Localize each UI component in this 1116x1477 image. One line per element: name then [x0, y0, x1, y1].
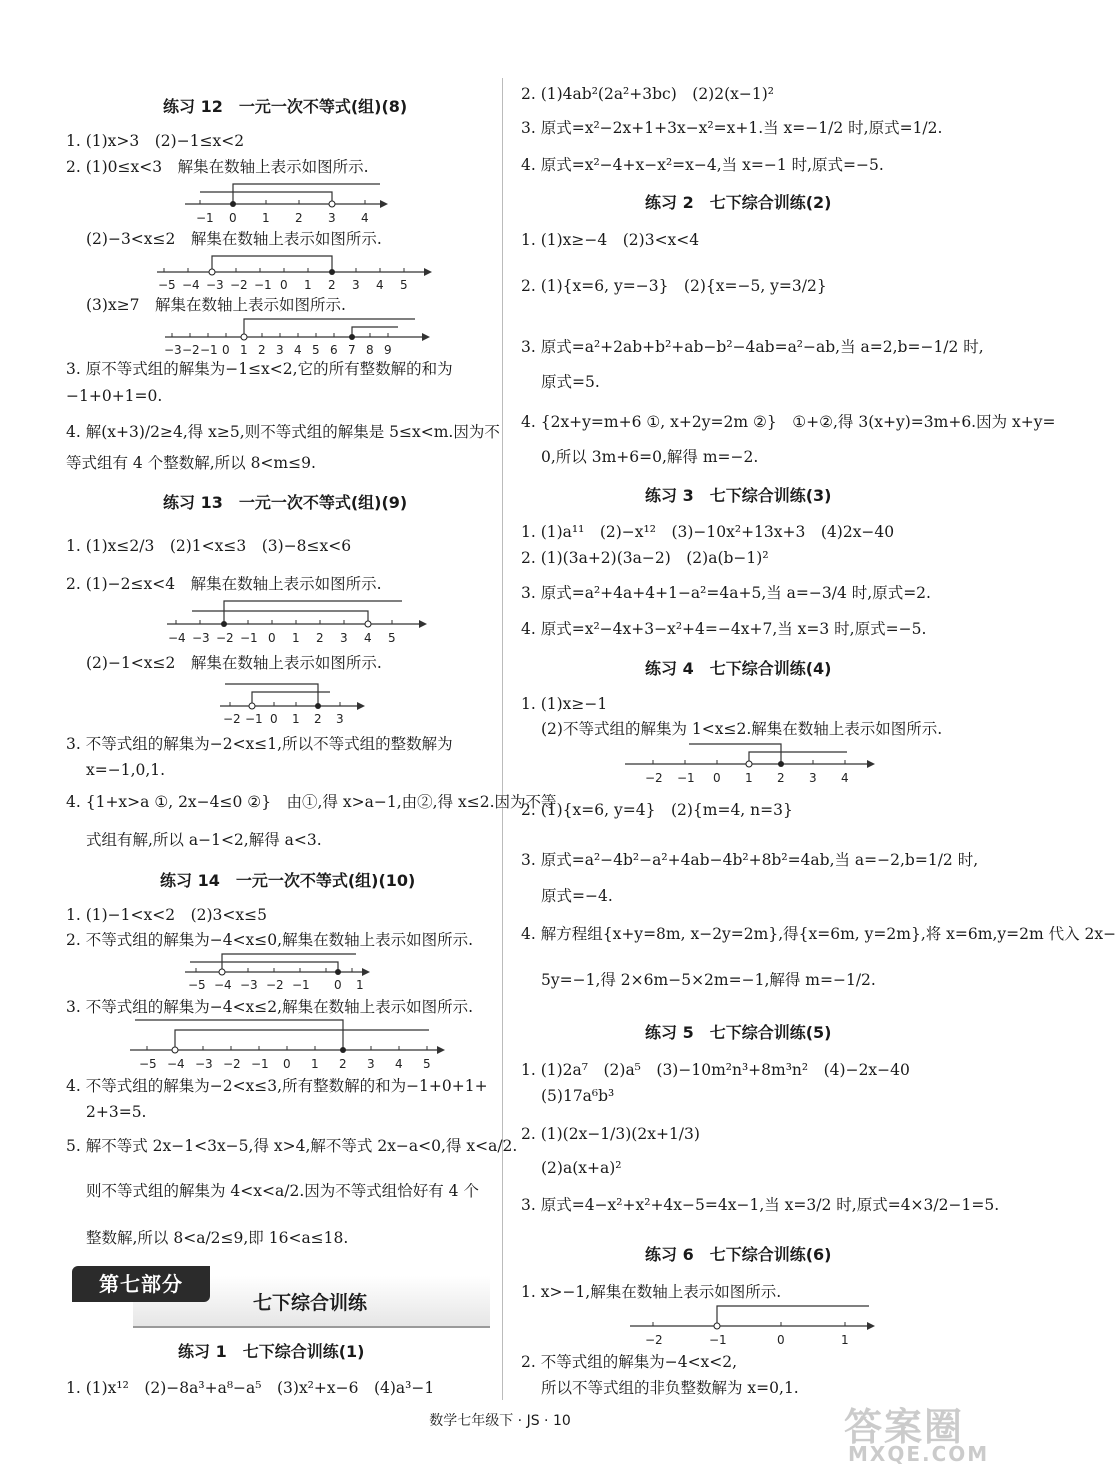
tick-label: −1	[245, 712, 263, 726]
tick-label: −2	[216, 631, 234, 645]
ex4-line-6: 4. 解方程组{x+y=8m, x−2y=2m},得{x=6m, y=2m},将 x=6m,y=2m 代入 2x−	[521, 925, 1116, 943]
tick-label: 4	[364, 631, 372, 645]
tick-label: 9	[384, 343, 392, 357]
tick-label: 1	[356, 978, 364, 992]
ex2-line-5: 4. {2x+y=m+6 ①, x+2y=2m ②} ①+②,得 3(x+y)=3m+6.因为 x+y=	[521, 413, 1056, 431]
tick-label: 2	[258, 343, 266, 357]
ex14-line-1: 1. (1)−1<x<2 (2)3<x≤5	[66, 906, 267, 924]
ex12-line-1: 1. (1)x>3 (2)−1≤x<2	[66, 132, 245, 150]
tick-label: −1	[240, 631, 258, 645]
ex2-line-2: 2. (1){x=6, y=−3} (2){x=−5, y=3/2}	[521, 277, 827, 295]
ex2-line-6: 0,所以 3m+6=0,解得 m=−2.	[541, 448, 759, 466]
ex13-line-3: (2)−1<x≤2 解集在数轴上表示如图所示.	[86, 654, 382, 672]
tick-label: 1	[745, 771, 753, 785]
tick-label: −2	[230, 278, 248, 292]
ex4-number-line	[625, 740, 875, 785]
ex6-line-3: 所以不等式组的非负整数解为 x=0,1.	[541, 1379, 799, 1397]
tick-label: −2	[645, 1333, 663, 1347]
tick-label: 6	[330, 343, 338, 357]
tick-label: −2	[645, 771, 663, 785]
ex14-number-line-2	[125, 1018, 445, 1073]
ex1-cont-line-1: 2. (1)4ab²(2a²+3bc) (2)2(x−1)²	[521, 85, 774, 103]
ex3-line-1: 1. (1)a¹¹ (2)−x¹² (3)−10x²+13x+3 (4)2x−40	[521, 523, 895, 541]
tick-label: −3	[164, 343, 182, 357]
tick-label: −4	[182, 278, 200, 292]
tick-label: 3	[336, 712, 344, 726]
ex4-line-5: 原式=−4.	[541, 887, 613, 905]
exercise-1-title: 练习 1 七下综合训练(1)	[178, 1342, 365, 1361]
tick-label: 0	[334, 978, 342, 992]
ex3-line-4: 4. 原式=x²−4x+3−x²+4=−4x+7,当 x=3 时,原式=−5.	[521, 620, 927, 638]
exercise-14-title: 练习 14 一元一次不等式(组)(10)	[160, 871, 416, 890]
ex5-line-4: (2)a(x+a)²	[541, 1159, 622, 1177]
ex4-line-2: (2)不等式组的解集为 1<x≤2.解集在数轴上表示如图所示.	[541, 720, 943, 738]
tick-label: 5	[388, 631, 396, 645]
tick-label: 2	[295, 211, 303, 225]
ex13-line-5: x=−1,0,1.	[86, 761, 166, 779]
tick-label: −4	[168, 631, 186, 645]
ex1-line-1: 1. (1)x¹² (2)−8a³+a⁸−a⁵ (3)x²+x−6 (4)a³−1	[66, 1379, 435, 1397]
exercise-4-title: 练习 4 七下综合训练(4)	[645, 659, 832, 678]
tick-label: −1	[196, 211, 214, 225]
ex3-line-3: 3. 原式=a²+4a+4+1−a²=4a+5,当 a=−3/4 时,原式=2.	[521, 584, 931, 602]
ex5-line-2: (5)17a⁶b³	[541, 1087, 615, 1105]
ex12-number-line-2	[152, 250, 432, 295]
tick-label: −2	[182, 343, 200, 357]
tick-label: 3	[367, 1057, 375, 1071]
tick-label: 4	[376, 278, 384, 292]
tick-label: 3	[809, 771, 817, 785]
tick-label: −4	[167, 1057, 185, 1071]
ex12-line-3: (2)−3<x≤2 解集在数轴上表示如图所示.	[86, 230, 382, 248]
ex12-axis1-ticks	[200, 200, 365, 204]
ex12-line-4: (3)x≥7 解集在数轴上表示如图所示.	[86, 296, 346, 314]
exercise-2-title: 练习 2 七下综合训练(2)	[645, 193, 832, 212]
ex12-line-7: 4. 解(x+3)/2≥4,得 x≥5,则不等式组的解集是 5≤x<m.因为不	[66, 423, 500, 441]
ex14-line-2: 2. 不等式组的解集为−4<x≤0,解集在数轴上表示如图所示.	[66, 931, 473, 949]
tick-label: 8	[366, 343, 374, 357]
tick-label: 0	[283, 1057, 291, 1071]
tick-label: 5	[312, 343, 320, 357]
ex4-line-7: 5y=−1,得 2×6m−5×2m=−1,解得 m=−1/2.	[541, 971, 876, 989]
ex2-line-1: 1. (1)x≥−4 (2)3<x<4	[521, 231, 700, 249]
ex14-line-4: 4. 不等式组的解集为−2<x≤3,所有整数解的和为−1+0+1+	[66, 1077, 488, 1095]
ex13-line-2: 2. (1)−2≤x<4 解集在数轴上表示如图所示.	[66, 575, 382, 593]
tick-label: −1	[292, 978, 310, 992]
tick-label: 5	[423, 1057, 431, 1071]
tick-label: 0	[268, 631, 276, 645]
page-footer: 数学七年级下 · JS · 10	[429, 1413, 571, 1429]
ex5-line-1: 1. (1)2a⁷ (2)a⁵ (3)−10m²n³+8m³n² (4)−2x−40	[521, 1061, 910, 1079]
ex1-cont-line-2: 3. 原式=x²−2x+1+3x−x²=x+1.当 x=−1/2 时,原式=1/2.	[521, 119, 943, 137]
tick-label: 4	[841, 771, 849, 785]
tick-label: 3	[328, 211, 336, 225]
ex5-line-5: 3. 原式=4−x²+x²+4x−5=4x−1,当 x=3/2 时,原式=4×3/2−1=5.	[521, 1196, 1000, 1214]
ex14-line-7: 则不等式组的解集为 4<x<a/2.因为不等式组恰好有 4 个	[86, 1182, 479, 1200]
tick-label: 1	[841, 1333, 849, 1347]
tick-label: −3	[192, 631, 210, 645]
tick-label: −1	[709, 1333, 727, 1347]
tick-label: −3	[240, 978, 258, 992]
tick-label: −3	[195, 1057, 213, 1071]
tick-label: −2	[266, 978, 284, 992]
part-badge: 第七部分	[72, 1266, 210, 1302]
ex2-line-4: 原式=5.	[541, 373, 600, 391]
tick-label: 0	[222, 343, 230, 357]
ex13-number-line-1	[162, 597, 427, 647]
ex3-line-2: 2. (1)(3a+2)(3a−2) (2)a(b−1)²	[521, 549, 769, 567]
tick-label: 3	[340, 631, 348, 645]
tick-label: 1	[292, 712, 300, 726]
tick-label: 4	[395, 1057, 403, 1071]
tick-label: −2	[223, 712, 241, 726]
ex14-line-6: 5. 解不等式 2x−1<3x−5,得 x>4,解不等式 2x−a<0,得 x<a/2.	[66, 1137, 518, 1155]
ex14-line-8: 整数解,所以 8<a/2≤9,即 16<a≤18.	[86, 1229, 349, 1247]
tick-label: −5	[188, 978, 206, 992]
ex12-number-line-1	[180, 180, 390, 230]
ex4-line-1: 1. (1)x≥−1	[521, 695, 608, 713]
tick-label: 4	[361, 211, 369, 225]
tick-label: 0	[777, 1333, 785, 1347]
ex2-line-3: 3. 原式=a²+2ab+b²+ab−b²−4ab=a²−ab,当 a=2,b=−1/2 时,	[521, 338, 984, 356]
ex12-line-8: 等式组有 4 个整数解,所以 8<m≤9.	[66, 454, 316, 472]
ex6-line-1: 1. x>−1,解集在数轴上表示如图所示.	[521, 1283, 782, 1301]
tick-label: 1	[292, 631, 300, 645]
tick-label: −2	[223, 1057, 241, 1071]
ex13-number-line-2	[215, 680, 365, 728]
ex13-line-1: 1. (1)x≤2/3 (2)1<x≤3 (3)−8≤x<6	[66, 537, 352, 555]
tick-label: 0	[713, 771, 721, 785]
tick-label: 4	[294, 343, 302, 357]
ex12-line-6: −1+0+1=0.	[66, 387, 163, 405]
tick-label: −4	[214, 978, 232, 992]
exercise-12-title: 练习 12 一元一次不等式(组)(8)	[163, 97, 408, 116]
ex13-line-4: 3. 不等式组的解集为−2<x≤1,所以不等式组的整数解为	[66, 735, 453, 753]
exercise-3-title: 练习 3 七下综合训练(3)	[645, 486, 832, 505]
tick-label: 0	[270, 712, 278, 726]
ex13-line-6: 4. {1+x>a ①, 2x−4≤0 ②} 由①,得 x>a−1,由②,得 x≤2.因为不等	[66, 793, 557, 811]
tick-label: −1	[254, 278, 272, 292]
tick-label: 3	[352, 278, 360, 292]
ex4-line-3: 2. (1){x=6, y=4} (2){m=4, n=3}	[521, 801, 793, 819]
ex6-line-2: 2. 不等式组的解集为−4<x<2,	[521, 1353, 738, 1371]
exercise-6-title: 练习 6 七下综合训练(6)	[645, 1245, 832, 1264]
tick-label: 2	[328, 278, 336, 292]
tick-label: −1	[251, 1057, 269, 1071]
tick-label: 0	[280, 278, 288, 292]
tick-label: 7	[348, 343, 356, 357]
tick-label: 0	[229, 211, 237, 225]
ex12-number-line-3	[160, 315, 430, 360]
ex14-line-5: 2+3=5.	[86, 1103, 147, 1121]
watermark-text-cn: 答案圈	[844, 1405, 965, 1449]
exercise-13-title: 练习 13 一元一次不等式(组)(9)	[163, 493, 408, 512]
watermark-logo	[838, 1396, 994, 1472]
ex14-number-line-1	[180, 950, 370, 995]
ex5-line-3: 2. (1)(2x−1/3)(2x+1/3)	[521, 1125, 700, 1143]
tick-label: 2	[777, 771, 785, 785]
tick-label: −5	[158, 278, 176, 292]
tick-label: −1	[200, 343, 218, 357]
tick-label: 1	[262, 211, 270, 225]
part-title: 七下综合训练	[252, 1292, 367, 1314]
watermark-text-url: MXQE.COM	[848, 1442, 990, 1466]
ex6-number-line	[625, 1302, 875, 1347]
ex13-line-7: 式组有解,所以 a−1<2,解得 a<3.	[86, 831, 322, 849]
column-divider	[502, 78, 503, 1400]
ex12-line-5: 3. 原不等式组的解集为−1≤x<2,它的所有整数解的和为	[66, 360, 453, 378]
tick-label: 1	[311, 1057, 319, 1071]
tick-label: 2	[316, 631, 324, 645]
tick-label: 2	[339, 1057, 347, 1071]
tick-label: 3	[276, 343, 284, 357]
exercise-5-title: 练习 5 七下综合训练(5)	[645, 1023, 832, 1042]
tick-label: −3	[206, 278, 224, 292]
ex4-line-4: 3. 原式=a²−4b²−a²+4ab−4b²+8b²=4ab,当 a=−2,b=1/2 时,	[521, 851, 979, 869]
tick-label: 2	[314, 712, 322, 726]
tick-label: 1	[240, 343, 248, 357]
tick-label: −1	[677, 771, 695, 785]
tick-label: −5	[139, 1057, 157, 1071]
tick-label: 1	[304, 278, 312, 292]
ex1-cont-line-3: 4. 原式=x²−4+x−x²=x−4,当 x=−1 时,原式=−5.	[521, 156, 884, 174]
ex12-line-2: 2. (1)0≤x<3 解集在数轴上表示如图所示.	[66, 158, 369, 176]
ex14-line-3: 3. 不等式组的解集为−4<x≤2,解集在数轴上表示如图所示.	[66, 998, 473, 1016]
tick-label: 5	[400, 278, 408, 292]
